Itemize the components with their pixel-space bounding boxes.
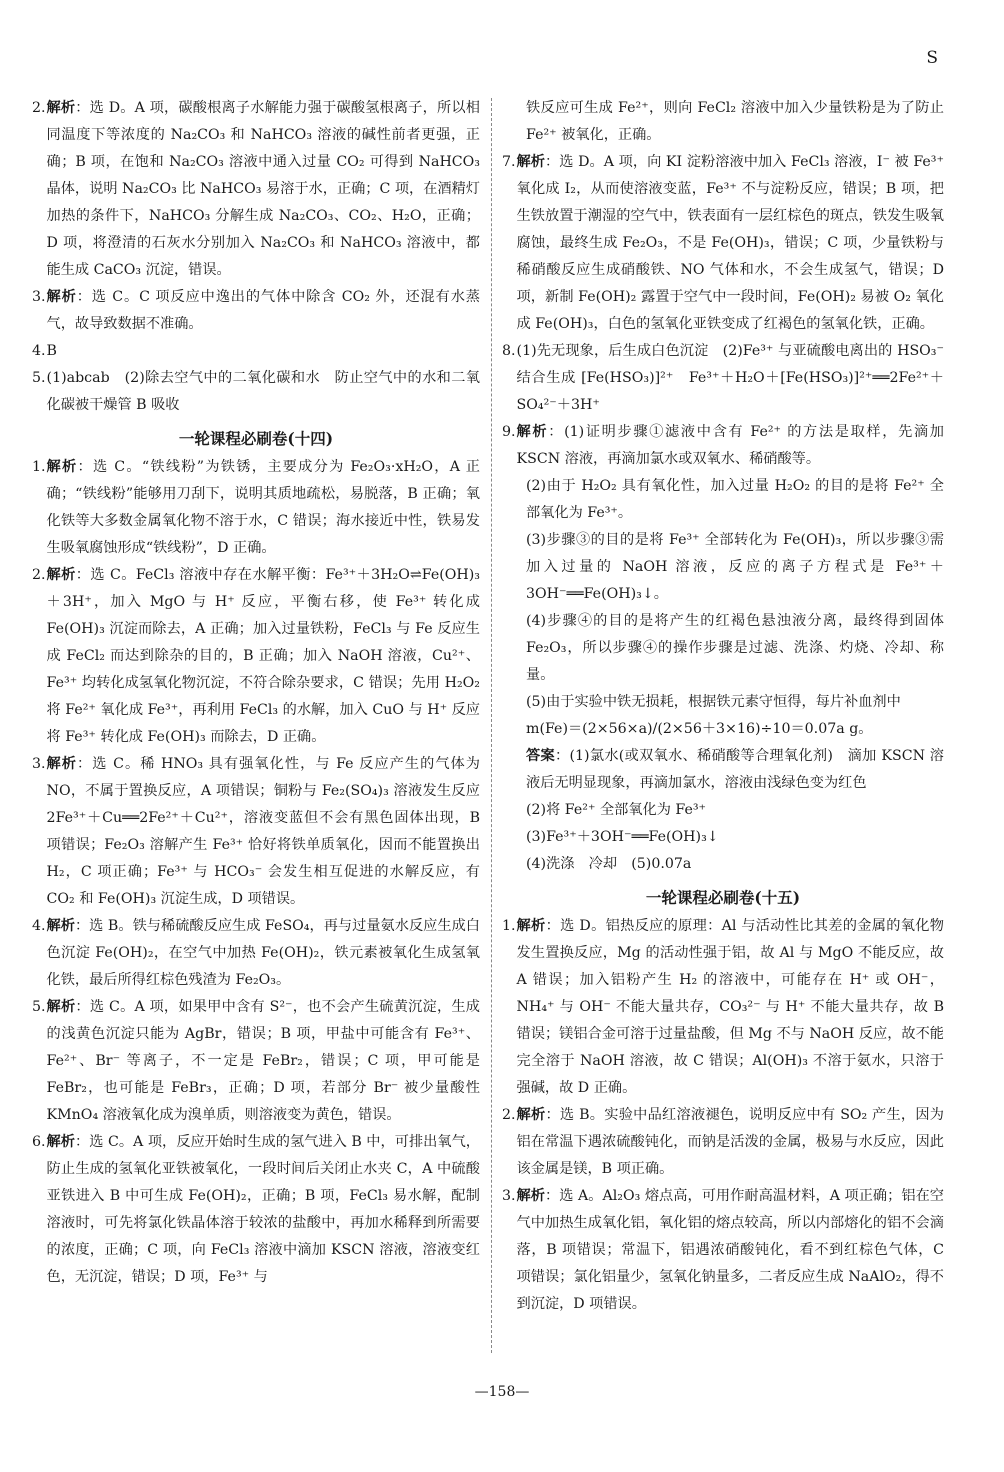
item-label: 解析 (46, 289, 77, 305)
item-label: 解析 (46, 567, 76, 583)
item-text: ：选 C。A 项，如果甲中含有 S²⁻，也不会产生硫黄沉淀，生成的浅黄色沉淀只能为 AgBr，错误；B 项，甲盐中可能含有 Fe³⁺、Fe²⁺、Br⁻ 等离子，不一定是 FeBr₂，错误；C 项，甲可能是 FeBr₂，也可能是 FeBr₃，正确；D 项，若部分 Br⁻ 被少量酸性 KMnO₄ 溶液氧化成为溴单质，则溶液变为黄色，错误。 (46, 999, 480, 1123)
item-body (517, 149, 944, 338)
item-body (47, 338, 480, 365)
item-text: ：选 C。稀 HNO₃ 具有强氧化性，与 Fe 反应产生的气体为 NO，不属于置换反应，A 项错误；铜粉与 Fe₂(SO₄)₃ 溶液发生反应 2Fe³⁺＋Cu══2Fe²⁺＋Cu²⁺，溶液变蓝但不会有黑色固体出现，B 项错误；Fe₂O₃ 溶解产生 Fe³⁺ 恰好将铁单质氧化，因而不能置换出 H₂，C 项正确；Fe³⁺ 与 HCO₃⁻ 会发生相互促进的水解反应，有 CO₂ 和 Fe(OH)₃ 沉淀生成，D 项错误。 (46, 756, 480, 907)
answer-part: (4)洗涤 冷却 (5)0.07a (526, 856, 692, 872)
answer-item (502, 1102, 944, 1183)
answer-item (502, 1183, 944, 1318)
left-column (32, 95, 480, 1291)
item-body (47, 1129, 480, 1291)
item-body (517, 419, 944, 473)
answer-block (502, 743, 944, 797)
answer-item (32, 751, 480, 913)
item-text: ：(1)证明步骤①滤液中含有 Fe²⁺ 的方法是取样，先滴加 KSCN 溶液，再滴加氯水或双氧水、稀硝酸等。 (516, 424, 944, 467)
item-text: ：选 C。A 项，反应开始时生成的氢气进入 B 中，可排出氧气，防止生成的氢氧化亚铁被氧化，一段时间后关闭止水夹 C，A 中硫酸亚铁进入 B 中可生成 Fe(OH)₂，正确；B 项，FeCl₃ 易水解，配制溶液时，可先将氯化铁晶体溶于较浓的盐酸中，再加水稀释到所需要的浓度，正确；C 项，向 FeCl₃ 溶液中滴加 KSCN 溶液，溶液变红色，无沉淀，错误；D 项，Fe³⁺ 与 (46, 1134, 480, 1285)
item-number: 4. (32, 343, 46, 359)
item-body (47, 454, 480, 562)
item-number: 3. (32, 289, 46, 305)
item-text: ：选 D。A 项，碳酸根离子水解能力强于碳酸氢根离子，所以相同温度下等浓度的 Na₂CO₃ 和 NaHCO₃ 溶液的碱性前者更强，正确；B 项，在饱和 Na₂CO₃ 溶液中通入过量 CO₂ 可得到 NaHCO₃ 晶体，说明 Na₂CO₃ 比 NaHCO₃ 易溶于水，正确；C 项，在酒精灯加热的条件下，NaHCO₃ 分解生成 Na₂CO₃、CO₂、H₂O，正确；D 项，将澄清的石灰水分别加入 Na₂CO₃ 和 NaHCO₃ 溶液中，都能生成 CaCO₃ 沉淀，错误。 (46, 100, 480, 278)
item-number: 5. (32, 999, 46, 1015)
item-text: ：选 C。“铁线粉”为铁锈，主要成分为 Fe₂O₃·xH₂O，A 正确；“铁线粉”能够用刀刮下，说明其质地疏松，易脱落，B 正确；氧化铁等大多数金属氧化物不溶于水，C 错误；海水接近中性，铁易发生吸氧腐蚀形成“铁线粉”，D 正确。 (46, 459, 480, 556)
item-number: 2. (32, 567, 46, 583)
answer-item (32, 994, 480, 1129)
column-divider (491, 98, 492, 1353)
item-text: ：选 B。铁与稀硫酸反应生成 FeSO₄，再与过量氨水反应生成白色沉淀 Fe(OH)₂，在空气中加热 Fe(OH)₂，铁元素被氧化生成氢氧化铁，最后所得红棕色残渣为 Fe₂O₃。 (46, 918, 480, 988)
answer-item (502, 149, 944, 338)
item-number: 5. (32, 370, 46, 386)
item-label: 解析 (46, 999, 76, 1015)
right-column (502, 95, 944, 1318)
item-number: 3. (502, 1188, 516, 1204)
answer-item (32, 454, 480, 562)
item-number: 4. (32, 918, 46, 934)
continued-text: 铁反应可生成 Fe²⁺，则向 FeCl₂ 溶液中加入少量铁粉是为了防止 Fe²⁺ 被氧化，正确。 (526, 100, 944, 143)
item-label: 解析 (516, 1188, 545, 1204)
answer-item (32, 1129, 480, 1291)
item-text: ：选 D。A 项，向 KI 淀粉溶液中加入 FeCl₃ 溶液，I⁻ 被 Fe³⁺ 氧化成 I₂，从而使溶液变蓝，Fe³⁺ 不与淀粉反应，错误；B 项，把生铁放置于潮湿的空气中，铁表面有一层红棕色的斑点，铁发生吸氧腐蚀，最终生成 Fe₂O₃，不是 Fe(OH)₃，错误；C 项，少量铁粉与稀硝酸反应生成硝酸铁、NO 气体和水，不会生成氢气，错误；D 项，新制 Fe(OH)₂ 露置于空气中一段时间，Fe(OH)₂ 易被 O₂ 氧化成 Fe(OH)₃，白色的氢氧化亚铁变成了红褐色的氢氧化铁，正确。 (516, 154, 944, 332)
item-number: 9. (502, 424, 516, 440)
item-text: (1)abcab (2)除去空气中的二氧化碳和水 防止空气中的水和二氧化碳被干燥管 B 吸收 (46, 370, 480, 413)
item-text: ：选 D。铝热反应的原理：Al 与活动性比其差的金属的氧化物发生置换反应，Mg 的活动性强于铝，故 Al 与 MgO 不能反应，故 A 错误；加入铝粉产生 H₂ 的溶液中，可能存在 H⁺ 或 OH⁻，NH₄⁺ 与 OH⁻ 不能大量共存，CO₃²⁻ 与 H⁺ 不能大量共存，故 B 错误；镁铝合金可溶于过量盐酸，但 Mg 不与 NaOH 反应，故不能完全溶于 NaOH 溶液，故 C 错误；Al(OH)₃ 不溶于氨水，只溶于强碱，故 D 正确。 (516, 918, 944, 1096)
q9-part: (5)由于实验中铁无损耗，根据铁元素守恒得，每片补血剂中 (526, 694, 901, 710)
item-body (517, 1183, 944, 1318)
item-label: 解析 (46, 459, 78, 475)
answer-item (502, 419, 944, 473)
mass-formula: m(Fe)＝(2×56×a)/(2×56＋3×16)÷10＝0.07a g。 (526, 721, 873, 737)
item-body (517, 338, 944, 419)
item-body (517, 913, 944, 1102)
item-label: 解析 (516, 1107, 546, 1123)
item-number: 1. (32, 459, 46, 475)
q9-part: (3)步骤③的目的是将 Fe³⁺ 全部转化为 Fe(OH)₃，所以步骤③需加入过量的 NaOH 溶液，反应的离子方程式是 Fe³⁺＋3OH⁻══Fe(OH)₃↓。 (526, 532, 944, 602)
item-number: 6. (32, 1134, 46, 1150)
item-number: 2. (502, 1107, 516, 1123)
item-body (47, 365, 480, 419)
item-label: 解析 (516, 154, 546, 170)
item-label: 解析 (516, 918, 546, 934)
item-text: ：选 C。FeCl₃ 溶液中存在水解平衡：Fe³⁺＋3H₂O⇌Fe(OH)₃＋3H⁺，加入 MgO 与 H⁺ 反应，平衡右移，使 Fe³⁺ 转化成 Fe(OH)₃ 沉淀而除去，A 正确；加入过量铁粉，FeCl₃ 与 Fe 反应生成 FeCl₂ 而达到除杂的目的，B 正确；加入 NaOH 溶液，Cu²⁺、Fe³⁺ 均转化成氢氧化物沉淀，不符合除杂要求，C 错误；先用 H₂O₂ 将 Fe²⁺ 氧化成 Fe³⁺，再利用 FeCl₃ 的水解，加入 CuO 与 H⁺ 反应将 Fe³⁺ 转化成 Fe(OH)₃ 而除去，D 正确。 (46, 567, 480, 745)
item-body (47, 95, 480, 284)
item-label: 解析 (46, 756, 78, 772)
item-body (47, 562, 480, 751)
answer-item (32, 365, 480, 419)
item-number: 2. (32, 100, 46, 116)
item-body (47, 913, 480, 994)
item-text: ：选 A。Al₂O₃ 熔点高，可用作耐高温材料，A 项正确；铝在空气中加热生成氧化铝，氧化铝的熔点较高，所以内部熔化的铝不会滴落，B 项错误；常温下，铝遇浓硝酸钝化，看不到红棕色气体，C 项错误；氯化铝量少，氢氧化钠量多，二者反应生成 NaAlO₂，得不到沉淀，D 项错误。 (516, 1188, 944, 1312)
item-label: 解析 (46, 918, 75, 934)
item-body (47, 284, 480, 338)
answer-item (32, 338, 480, 365)
item-body (517, 1102, 944, 1183)
corner-mark: S (926, 48, 938, 68)
answer-item (32, 562, 480, 751)
item-number: 1. (502, 918, 516, 934)
item-body (47, 994, 480, 1129)
section-title: 一轮课程必刷卷(十五) (645, 888, 801, 907)
item-number: 3. (32, 756, 46, 772)
item-label: 解析 (516, 424, 549, 440)
answer-item (32, 913, 480, 994)
q9-part: (4)步骤④的目的是将产生的红褐色悬浊液分离，最终得到固体 Fe₂O₃，所以步骤④的操作步骤是过滤、洗涤、灼烧、冷却、称量。 (526, 613, 944, 683)
item-label: 解析 (46, 100, 76, 116)
item-text: ：选 C。C 项反应中逸出的气体中除含 CO₂ 外，还混有水蒸气，故导致数据不准确。 (46, 289, 480, 332)
answer-item (32, 284, 480, 338)
item-number: 8. (502, 343, 516, 359)
q9-part: (2)由于 H₂O₂ 具有氧化性，加入过量 H₂O₂ 的目的是将 Fe²⁺ 全部氧化为 Fe³⁺。 (526, 478, 944, 521)
item-number: 7. (502, 154, 516, 170)
item-label: 解析 (46, 1134, 75, 1150)
answer-item (502, 338, 944, 419)
item-body (47, 751, 480, 913)
item-text: (1)先无现象，后生成白色沉淀 (2)Fe³⁺ 与亚硫酸电离出的 HSO₃⁻ 结合生成 [Fe(HSO₃)]²⁺ Fe³⁺＋H₂O＋[Fe(HSO₃)]²⁺══2Fe²⁺＋SO₄²⁻＋3H⁺ (516, 343, 944, 413)
item-text: B (46, 343, 57, 359)
answer-item (32, 95, 480, 284)
answer-item (502, 913, 944, 1102)
answer-label: 答案 (526, 748, 555, 764)
answer-text: ：(1)氯水(或双氧水、稀硝酸等合理氧化剂) 滴加 KSCN 溶液后无明显现象，再滴加氯水，溶液由浅绿色变为红色 (526, 748, 944, 791)
answer-part: (2)将 Fe²⁺ 全部氧化为 Fe³⁺ (526, 802, 707, 818)
page-number: —158— (474, 1384, 530, 1400)
section-title: 一轮课程必刷卷(十四) (178, 429, 334, 448)
item-text: ：选 B。实验中品红溶液褪色，说明反应中有 SO₂ 产生，因为铝在常温下遇浓硫酸钝化，而钠是活泼的金属，极易与水反应，因此该金属是镁，B 项正确。 (516, 1107, 944, 1177)
answer-part: (3)Fe³⁺＋3OH⁻══Fe(OH)₃↓ (526, 829, 719, 845)
